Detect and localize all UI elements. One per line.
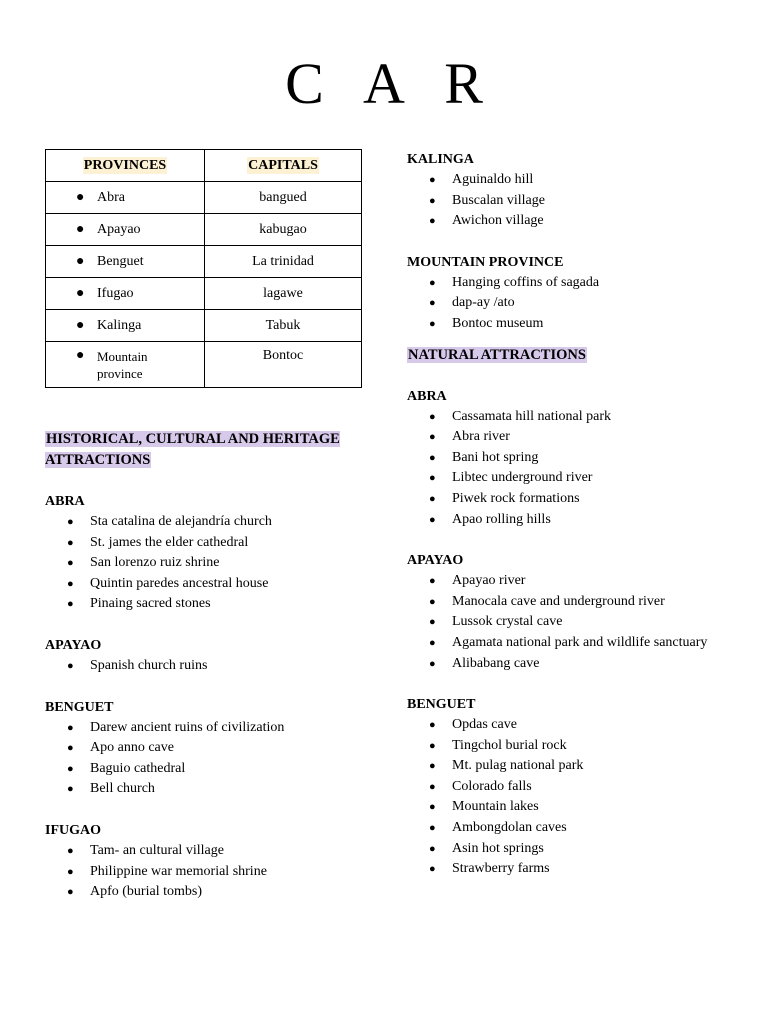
- bullet-icon: ●: [429, 472, 436, 485]
- list-item: [407, 191, 747, 212]
- province-heading: ABRA: [407, 388, 447, 404]
- bullet-icon: ●: [67, 783, 74, 796]
- bullet-icon: ●: [429, 801, 436, 814]
- province-heading: IFUGAO: [45, 822, 101, 838]
- bullet-icon: ●: [429, 760, 436, 773]
- list-item-text: Philippine war memorial shrine: [90, 863, 267, 879]
- list-item-text: Apfo (burial tombs): [90, 884, 202, 900]
- table-row: [46, 310, 362, 342]
- capital-cell: La trinidad: [205, 246, 362, 278]
- province-cell: Mountain province: [97, 349, 148, 381]
- capital-cell: lagawe: [205, 278, 362, 310]
- bullet-icon: ●: [429, 739, 436, 752]
- list-item: [407, 818, 747, 839]
- province-cell: Ifugao: [97, 285, 134, 301]
- list-item-text: Aguinaldo hill: [452, 172, 534, 187]
- bullet-icon: ●: [429, 657, 436, 670]
- list-item: [407, 839, 747, 860]
- list-item: [45, 841, 365, 862]
- table-header-row: [46, 150, 362, 182]
- list-item: [45, 738, 365, 759]
- list-item-text: Ambongdolan caves: [452, 820, 567, 836]
- list-item-text: Agamata national park and wildlife sanctuary: [452, 634, 708, 650]
- table-row: [46, 214, 362, 246]
- bullet-icon: ●: [67, 659, 74, 672]
- list-item-text: Apao rolling hills: [452, 511, 551, 527]
- list-item-text: dap-ay /ato: [452, 295, 515, 311]
- province-heading: APAYAO: [407, 553, 464, 569]
- list-item-text: Spanish church ruins: [90, 657, 208, 673]
- list-item-text: Buscalan village: [452, 192, 545, 208]
- bullet-icon: ●: [429, 616, 436, 629]
- bullet-icon: ●: [67, 557, 74, 570]
- list-item: [407, 448, 747, 469]
- province-heading: APAYAO: [45, 637, 102, 653]
- table-row: [46, 182, 362, 214]
- attraction-group: [45, 491, 365, 615]
- list-item-text: San lorenzo ruiz shrine: [90, 555, 220, 571]
- list-item: [407, 293, 747, 314]
- capitals-header: CAPITALS: [205, 150, 362, 182]
- list-item: [45, 779, 365, 800]
- list-item: [407, 170, 747, 191]
- list-item: [407, 314, 747, 335]
- capital-cell: Bontoc: [205, 342, 362, 388]
- list-item-text: Manocala cave and underground river: [452, 593, 665, 609]
- bullet-icon: ●: [429, 822, 436, 835]
- list-item: [45, 882, 365, 903]
- bullet-icon: ●: [429, 317, 436, 330]
- bullet-icon: ●: [76, 348, 85, 363]
- bullet-icon: ●: [429, 451, 436, 464]
- province-cell: Apayao: [97, 221, 141, 237]
- provinces-table: [45, 149, 362, 388]
- bullet-icon: ●: [76, 189, 85, 205]
- table-row: [46, 342, 362, 388]
- bullet-icon: ●: [67, 516, 74, 528]
- provinces-header: PROVINCES: [46, 150, 205, 182]
- bullet-icon: ●: [429, 636, 436, 649]
- list-item: [45, 533, 365, 554]
- list-item-text: Tingchol burial rock: [452, 737, 567, 753]
- list-item: [407, 510, 747, 531]
- bullet-icon: ●: [429, 863, 436, 876]
- attraction-group: [45, 697, 365, 800]
- bullet-icon: ●: [67, 577, 74, 590]
- list-item-text: Hanging coffins of sagada: [452, 274, 600, 290]
- bullet-icon: ●: [429, 174, 436, 186]
- bullet-icon: ●: [76, 285, 85, 301]
- province-cell: Abra: [97, 189, 125, 205]
- bullet-icon: ●: [429, 513, 436, 526]
- list-item: [407, 592, 747, 613]
- bullet-icon: ●: [429, 215, 436, 228]
- list-item: [407, 633, 747, 654]
- list-item: [407, 571, 747, 592]
- bullet-icon: ●: [429, 719, 436, 732]
- list-item: [407, 612, 747, 633]
- list-item-text: Mountain lakes: [452, 799, 539, 815]
- list-item: [45, 862, 365, 883]
- list-item: [45, 759, 365, 780]
- list-item: [45, 512, 365, 533]
- attraction-group: [45, 820, 365, 903]
- bullet-icon: ●: [429, 194, 436, 207]
- bullet-icon: ●: [429, 575, 436, 588]
- bullet-icon: ●: [67, 762, 74, 775]
- list-item: [407, 211, 747, 232]
- attraction-group: [407, 149, 747, 232]
- province-heading: BENGUET: [45, 699, 114, 715]
- list-item-text: Colorado falls: [452, 778, 532, 794]
- list-item: [45, 656, 365, 677]
- attraction-group: [407, 694, 747, 880]
- attraction-group: [407, 252, 747, 335]
- province-heading: BENGUET: [407, 697, 476, 713]
- list-item: [45, 718, 365, 739]
- list-item: [407, 859, 747, 880]
- attraction-group: [407, 386, 747, 531]
- list-item-text: Quintin paredes ancestral house: [90, 575, 269, 591]
- bullet-icon: ●: [429, 492, 436, 505]
- list-item: [407, 489, 747, 510]
- capital-cell: kabugao: [205, 214, 362, 246]
- attraction-list: [407, 715, 747, 880]
- bullet-icon: ●: [429, 842, 436, 855]
- list-item-text: Baguio cathedral: [90, 760, 186, 776]
- bullet-icon: ●: [67, 598, 74, 611]
- page-title: C A R: [285, 51, 497, 116]
- list-item-text: Apo anno cave: [90, 740, 174, 756]
- list-item: [407, 654, 747, 675]
- capital-cell: bangued: [205, 182, 362, 214]
- bullet-icon: ●: [429, 595, 436, 608]
- bullet-icon: ●: [67, 721, 74, 734]
- attraction-list: [407, 407, 747, 531]
- list-item-text: Sta catalina de alejandría church: [90, 514, 272, 529]
- list-item: [407, 756, 747, 777]
- list-item-text: St. james the elder cathedral: [90, 534, 249, 550]
- right-column: [407, 149, 747, 880]
- bullet-icon: ●: [67, 536, 74, 549]
- list-item-text: Bell church: [90, 781, 155, 797]
- list-item-text: Awichon village: [452, 213, 544, 229]
- bullet-icon: ●: [429, 780, 436, 793]
- list-item-text: Apayao river: [452, 573, 526, 589]
- list-item: [407, 407, 747, 428]
- list-item-text: Strawberry farms: [452, 861, 550, 877]
- list-item-text: Tam- an cultural village: [90, 842, 224, 858]
- list-item-text: Bani hot spring: [452, 449, 539, 465]
- list-item-text: Piwek rock formations: [452, 490, 580, 506]
- attraction-list: [407, 273, 747, 335]
- list-item-text: Opdas cave: [452, 717, 517, 733]
- bullet-icon: ●: [67, 865, 74, 878]
- table-row: [46, 278, 362, 310]
- list-item: [45, 574, 365, 595]
- bullet-icon: ●: [429, 431, 436, 444]
- bullet-icon: ●: [429, 297, 436, 310]
- bullet-icon: ●: [67, 844, 74, 857]
- province-cell: Benguet: [97, 253, 144, 269]
- list-item: [407, 273, 747, 294]
- list-item: [45, 594, 365, 615]
- province-heading: KALINGA: [407, 152, 474, 167]
- attraction-list: [45, 656, 365, 677]
- list-item: [45, 553, 365, 574]
- province-heading: MOUNTAIN PROVINCE: [407, 254, 564, 270]
- left-column: [45, 149, 365, 903]
- attraction-list: [407, 571, 747, 674]
- capital-cell: Tabuk: [205, 310, 362, 342]
- natural-heading: NATURAL ATTRACTIONS: [408, 346, 586, 363]
- list-item-text: Mt. pulag national park: [452, 758, 584, 774]
- list-item: [407, 736, 747, 757]
- bullet-icon: ●: [67, 886, 74, 899]
- province-heading: ABRA: [45, 494, 85, 509]
- bullet-icon: ●: [67, 742, 74, 755]
- list-item-text: Abra river: [452, 429, 510, 445]
- bullet-icon: ●: [429, 410, 436, 423]
- bullet-icon: ●: [76, 317, 85, 333]
- attraction-list: [45, 718, 365, 800]
- bullet-icon: ●: [76, 253, 85, 269]
- bullet-icon: ●: [76, 221, 85, 237]
- attraction-group: [45, 635, 365, 677]
- attraction-list: [45, 512, 365, 615]
- attraction-group: [407, 550, 747, 674]
- list-item: [407, 777, 747, 798]
- list-item: [407, 468, 747, 489]
- attraction-list: [45, 841, 365, 903]
- bullet-icon: ●: [429, 276, 436, 289]
- list-item-text: Darew ancient ruins of civilization: [90, 719, 285, 735]
- list-item: [407, 715, 747, 736]
- list-item-text: Lussok crystal cave: [452, 614, 563, 630]
- list-item-text: Cassamata hill national park: [452, 408, 612, 424]
- list-item: [407, 427, 747, 448]
- historical-heading: HISTORICAL, CULTURAL AND HERITAGE ATTRACTIONS: [45, 431, 340, 468]
- table-row: [46, 246, 362, 278]
- province-cell: Kalinga: [97, 317, 142, 333]
- list-item-text: Bontoc museum: [452, 315, 544, 331]
- list-item-text: Alibabang cave: [452, 655, 540, 671]
- list-item-text: Pinaing sacred stones: [90, 596, 211, 612]
- attraction-list: [407, 170, 747, 232]
- list-item: [407, 797, 747, 818]
- list-item-text: Asin hot springs: [452, 840, 544, 856]
- list-item-text: Libtec underground river: [452, 470, 593, 486]
